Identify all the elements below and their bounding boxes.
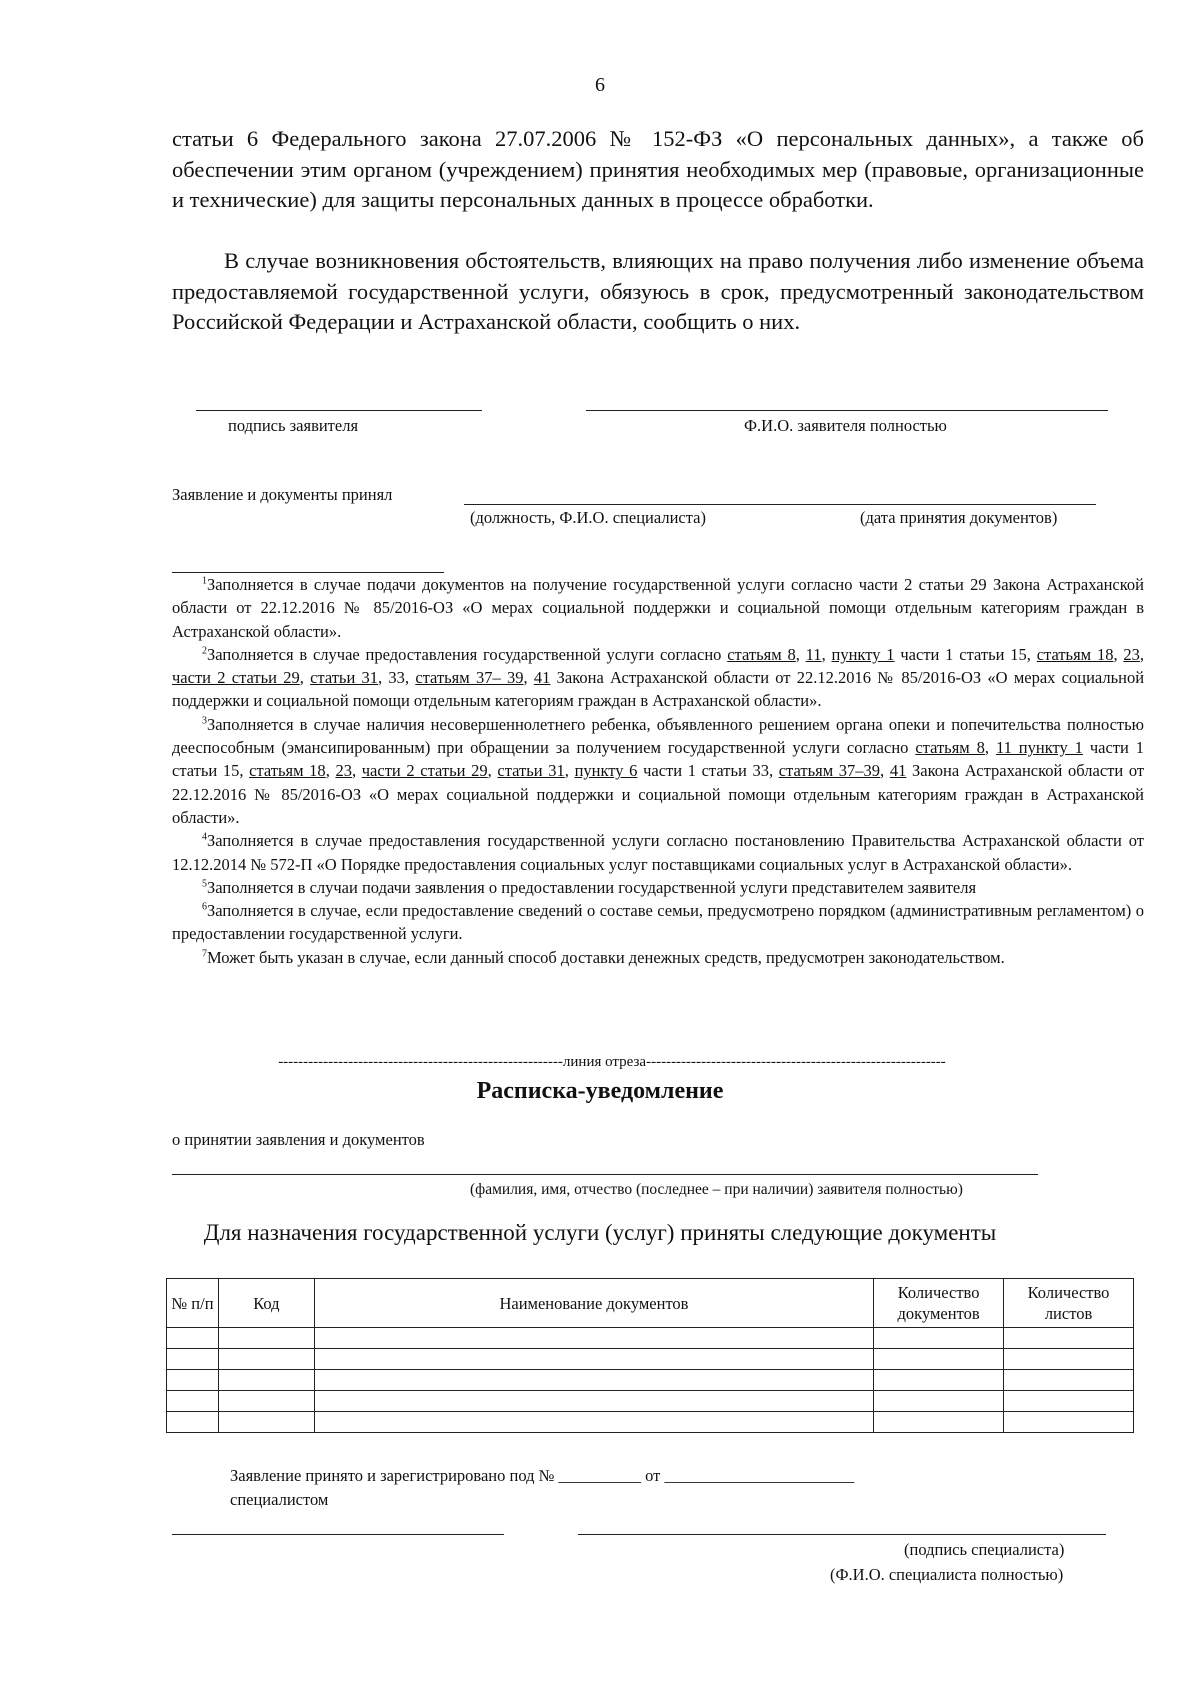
accepted-date-caption: (дата принятия документов) <box>860 508 1058 527</box>
footnotes <box>172 573 1144 969</box>
table-row <box>167 1349 1134 1370</box>
law-reference-link[interactable]: 11 пункту 1 <box>995 738 1083 758</box>
header-code: Код <box>218 1279 314 1328</box>
law-reference-link[interactable]: пункту 6 <box>574 761 638 781</box>
applicant-name-line <box>586 410 1108 411</box>
header-num: № п/п <box>167 1279 219 1328</box>
registration-specialist-label: специалистом <box>230 1490 329 1509</box>
law-reference-link[interactable]: 41 <box>889 761 907 781</box>
paragraph-obligation <box>172 246 1144 338</box>
law-reference-link[interactable]: статьям 8 <box>915 738 985 758</box>
footnote-4: $^4$Заполняется в случае предоставления государственной услуги согласно постановлению Правительства Астраханской области от 12.12.2014 № 572-П «О Порядке предоставления социальных услуг поставщиками социальных услуг в Астраханской области». <box>172 831 1144 874</box>
law-reference-link[interactable]: статьям 18 <box>1036 644 1114 664</box>
table-header-row <box>167 1279 1134 1328</box>
footnote-2: $^2$Заполняется в случае предоставления государственной услуги согласно статьям 8, 11, пункту 1 части 1 статьи 15, статьям 18, 23, части 2 статьи 29, статьи 31, 33, статьям 37– 39, 41 Закона Астраханской области от 22.12.2016 № 85/2016-ОЗ «О мерах социальной поддержки и социальной помощи отдельным категориям граждан в Астраханской области». <box>172 644 1145 711</box>
law-reference-link[interactable]: части 2 статьи 29 <box>172 668 300 688</box>
law-reference-link[interactable]: статьи 31 <box>497 761 565 781</box>
accepted-position-caption: (должность, Ф.И.О. специалиста) <box>470 508 706 527</box>
applicant-signature-caption: подпись заявителя <box>228 416 359 435</box>
footnote-6: $^6$Заполняется в случае, если предоставление сведений о составе семьи, предусмотрено порядком (административным регламентом) о предоставлении государственной услуги. <box>172 901 1144 944</box>
paragraph-text: статьи 6 Федерального закона 27.07.2006 № 152-ФЗ «О персональных данных», а также об обеспечении этим органом (учреждением) принятия необходимых мер (правовые, организационные и технические) для защиты персональных данных в процессе обработки. <box>172 126 1144 212</box>
law-reference-link[interactable]: 41 <box>533 668 551 688</box>
law-reference-link[interactable]: статьям 18 <box>249 761 326 781</box>
documents-heading: Для назначения государственной услуги (услуг) приняты следующие документы <box>203 1220 997 1245</box>
table-row <box>167 1391 1134 1412</box>
footnote-7: $^7$Может быть указан в случае, если данный способ доставки денежных средств, предусмотрен законодательством. <box>202 947 1005 967</box>
law-reference-link[interactable]: пункту 1 <box>831 644 895 664</box>
receipt-subtitle: о принятии заявления и документов <box>172 1130 425 1149</box>
header-document-name: Наименование документов <box>314 1279 873 1328</box>
paragraph-consent <box>172 124 1144 216</box>
specialist-name-caption: (Ф.И.О. специалиста полностью) <box>830 1565 1064 1584</box>
cut-line: ---------------------------------------------------------линия отреза------------------------------------------------------------ <box>278 1054 946 1070</box>
law-reference-link[interactable]: статьи 31 <box>310 668 379 688</box>
applicant-signature-line <box>196 410 482 411</box>
footnote-5: $^5$Заполняется в случаи подачи заявления о предоставлении государственной услуги представителем заявителя <box>202 877 977 897</box>
table-row <box>167 1328 1134 1349</box>
table-row <box>167 1370 1134 1391</box>
specialist-signature-caption: (подпись специалиста) <box>904 1540 1065 1559</box>
law-reference-link[interactable]: статьям 37–39 <box>778 761 881 781</box>
law-reference-link[interactable]: 11 <box>805 644 822 664</box>
receipt-title: Расписка-уведомление <box>476 1078 724 1104</box>
accepted-label: Заявление и документы принял <box>172 485 393 504</box>
paragraph-text: В случае возникновения обстоятельств, влияющих на право получения либо изменение объема предоставляемой государственной услуги, обязуюсь в срок, предусмотренный законодательством Российской Федерации и Астраханской области, сообщить о них. <box>172 248 1144 334</box>
registration-line: Заявление принято и зарегистрировано под № __________ от _______________________ <box>230 1466 855 1485</box>
footnote-3: $^3$Заполняется в случае наличия несовершеннолетнего ребенка, объявленного решением органа опеки и попечительства полностью дееспособным (эмансипированным) при обращении за получением государственной услуги согласно статьям 8, 11 пункту 1 части 1 статьи 15, статьям 18, 23, части 2 статьи 29, статьи 31, пункту 6 части 1 статьи 33, статьям 37–39, 41 Закона Астраханской области от 22.12.2016 № 85/2016-ОЗ «О мерах социальной поддержки и социальной помощи отдельным категориям граждан в Астраханской области». <box>172 714 1145 827</box>
header-count-sheets: Количество листов <box>1004 1279 1134 1328</box>
applicant-fullname-caption: (фамилия, имя, отчество (последнее – при наличии) заявителя полностью) <box>470 1181 963 1198</box>
applicant-name-caption: Ф.И.О. заявителя полностью <box>744 416 947 435</box>
specialist-name-line <box>578 1534 1106 1535</box>
law-reference-link[interactable]: части 2 статьи 29 <box>361 761 488 781</box>
law-reference-link[interactable]: статьям 8 <box>727 644 796 664</box>
law-reference-link[interactable]: статьям 37– 39 <box>415 668 524 688</box>
specialist-signature-line <box>172 1534 504 1535</box>
header-count-documents: Количество документов <box>874 1279 1004 1328</box>
applicant-fullname-line <box>172 1174 1038 1175</box>
documents-table <box>166 1278 1134 1433</box>
law-reference-link[interactable]: 23 <box>335 761 352 781</box>
law-reference-link[interactable]: 23 <box>1123 644 1140 664</box>
accepted-line <box>464 504 1096 505</box>
table-row <box>167 1412 1134 1433</box>
footnote-1: $^1$Заполняется в случае подачи документов на получение государственной услуги согласно части 2 статьи 29 Закона Астраханской области от 22.12.2016 № 85/2016-ОЗ «О мерах социальной поддержки и социальной помощи отдельным категориям граждан в Астраханской области». <box>172 575 1144 641</box>
page-number: 6 <box>595 74 605 96</box>
